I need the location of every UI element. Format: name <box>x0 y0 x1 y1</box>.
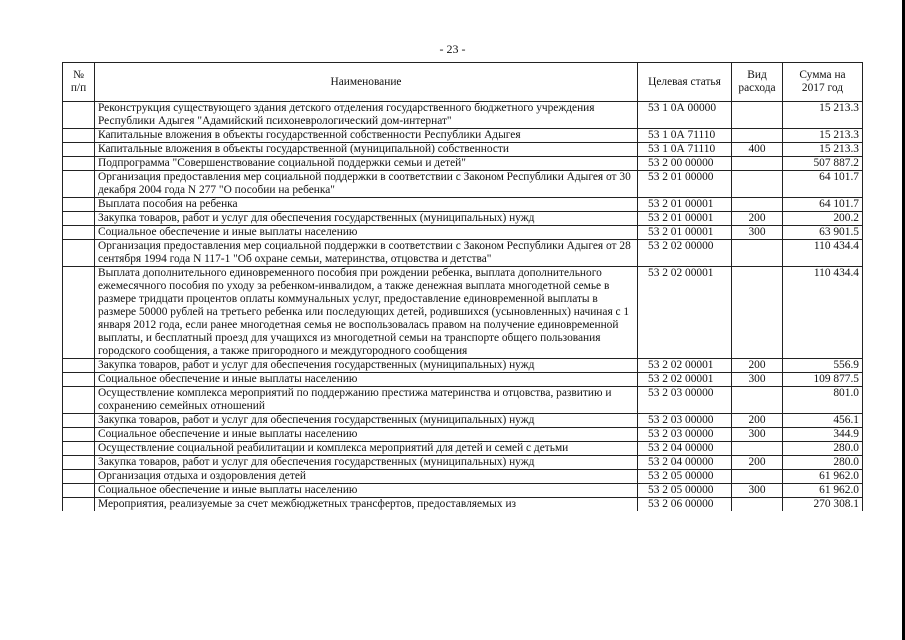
row-name-cell: Организация предоставления мер социальной поддержки в соответствии с Законом Республики Адыгея от 30 декабря 2004 года N 277 "О пособии на ребенка" <box>95 171 638 198</box>
row-expense-type-cell: 300 <box>732 484 783 498</box>
table-row <box>63 157 863 171</box>
row-name-cell: Социальное обеспечение и иные выплаты населению <box>95 373 638 387</box>
row-number-cell <box>63 359 95 373</box>
row-sum-cell: 15 213.3 <box>783 129 863 143</box>
table-row <box>63 428 863 442</box>
row-number-cell <box>63 240 95 267</box>
table-row <box>63 129 863 143</box>
row-name-cell: Закупка товаров, работ и услуг для обеспечения государственных (муниципальных) нужд <box>95 359 638 373</box>
header-target-article <box>638 63 732 102</box>
row-target-article-cell: 53 2 05 00000 <box>638 484 732 498</box>
row-expense-type-cell: 300 <box>732 373 783 387</box>
row-target-article-cell: 53 2 01 00000 <box>638 171 732 198</box>
row-expense-type-cell: 200 <box>732 414 783 428</box>
table-row <box>63 373 863 387</box>
table-header-row <box>63 63 863 102</box>
header-target-article-label: Целевая статья <box>648 75 721 88</box>
row-expense-type-cell <box>732 470 783 484</box>
row-sum-cell: 15 213.3 <box>783 102 863 129</box>
row-target-article-cell: 53 2 02 00000 <box>638 240 732 267</box>
header-sum-label: Сумма на 2017 год <box>799 69 846 94</box>
table-row <box>63 198 863 212</box>
row-sum-cell: 456.1 <box>783 414 863 428</box>
table-row <box>63 240 863 267</box>
row-sum-cell: 200.2 <box>783 212 863 226</box>
table-row <box>63 143 863 157</box>
row-number-cell <box>63 212 95 226</box>
row-number-cell <box>63 498 95 512</box>
row-sum-cell: 109 877.5 <box>783 373 863 387</box>
table-row <box>63 498 863 512</box>
row-expense-type-cell <box>732 387 783 414</box>
row-name-cell: Капитальные вложения в объекты государственной (муниципальной) собственности <box>95 143 638 157</box>
header-sum <box>783 63 863 102</box>
row-target-article-cell: 53 2 02 00001 <box>638 267 732 359</box>
row-target-article-cell: 53 2 03 00000 <box>638 414 732 428</box>
row-target-article-cell: 53 1 0А 00000 <box>638 102 732 129</box>
table-row <box>63 456 863 470</box>
row-target-article-cell: 53 2 01 00001 <box>638 226 732 240</box>
row-name-cell: Закупка товаров, работ и услуг для обеспечения государственных (муниципальных) нужд <box>95 414 638 428</box>
table-body <box>63 102 863 512</box>
row-name-cell: Социальное обеспечение и иные выплаты населению <box>95 484 638 498</box>
row-number-cell <box>63 198 95 212</box>
row-expense-type-cell <box>732 171 783 198</box>
row-name-cell: Закупка товаров, работ и услуг для обеспечения государственных (муниципальных) нужд <box>95 456 638 470</box>
row-expense-type-cell <box>732 442 783 456</box>
row-expense-type-cell: 300 <box>732 226 783 240</box>
row-sum-cell: 110 434.4 <box>783 267 863 359</box>
row-number-cell <box>63 157 95 171</box>
row-target-article-cell: 53 2 00 00000 <box>638 157 732 171</box>
row-target-article-cell: 53 1 0А 71110 <box>638 143 732 157</box>
row-number-cell <box>63 387 95 414</box>
row-target-article-cell: 53 2 01 00001 <box>638 212 732 226</box>
row-sum-cell: 556.9 <box>783 359 863 373</box>
row-name-cell: Осуществление комплекса мероприятий по поддержанию престижа материнства и отцовства, развитию и сохранению семейных отношений <box>95 387 638 414</box>
row-expense-type-cell <box>732 102 783 129</box>
table-row <box>63 359 863 373</box>
row-sum-cell: 280.0 <box>783 456 863 470</box>
row-name-cell: Реконструкция существующего здания детского отделения государственного бюджетного учреждения Республики Адыгея "Адамийский психоневрологический дом-интернат" <box>95 102 638 129</box>
row-name-cell: Подпрограмма "Совершенствование социальной поддержки семьи и детей" <box>95 157 638 171</box>
table-row <box>63 212 863 226</box>
row-name-cell: Закупка товаров, работ и услуг для обеспечения государственных (муниципальных) нужд <box>95 212 638 226</box>
row-target-article-cell: 53 2 03 00000 <box>638 428 732 442</box>
row-name-cell: Организация предоставления мер социальной поддержки в соответствии с Законом Республики Адыгея от 28 сентября 1994 года N 117-1 "Об охране семьи, материнства, отцовства и детства" <box>95 240 638 267</box>
row-name-cell: Организация отдыха и оздоровления детей <box>95 470 638 484</box>
row-sum-cell: 280.0 <box>783 442 863 456</box>
row-name-cell: Выплата дополнительного единовременного пособия при рождении ребенка, выплата дополнительного ежемесячного пособия по уходу за ребенком-инвалидом, а также денежная выплата многодетной семье в размере тридцати процентов оплаты коммунальных услуг, предоставление единовременной выплаты в размере 50000 рублей на третьего ребенка или последующих детей, родившихся (усыновленных) начиная с 1 января 2012 года, если ранее многодетная семья не воспользовалась правом на получение единовременной выплаты, и бесплатный проезд для учащихся из многодетной семьи на транспорте общего пользования городского сообщения, а также пригородного и междугородного сообщения <box>95 267 638 359</box>
table-row <box>63 470 863 484</box>
row-sum-cell: 63 901.5 <box>783 226 863 240</box>
row-target-article-cell: 53 2 06 00000 <box>638 498 732 512</box>
row-target-article-cell: 53 1 0А 71110 <box>638 129 732 143</box>
row-target-article-cell: 53 2 02 00001 <box>638 373 732 387</box>
row-target-article-cell: 53 2 02 00001 <box>638 359 732 373</box>
table-row <box>63 171 863 198</box>
row-sum-cell: 61 962.0 <box>783 470 863 484</box>
header-expense-type-label: Вид расхода <box>738 69 776 94</box>
row-sum-cell: 801.0 <box>783 387 863 414</box>
row-expense-type-cell: 200 <box>732 456 783 470</box>
header-number <box>63 63 95 102</box>
header-expense-type <box>732 63 783 102</box>
row-expense-type-cell <box>732 157 783 171</box>
row-sum-cell: 344.9 <box>783 428 863 442</box>
table-row <box>63 442 863 456</box>
budget-table <box>62 62 863 511</box>
row-sum-cell: 507 887.2 <box>783 157 863 171</box>
row-number-cell <box>63 414 95 428</box>
row-name-cell: Выплата пособия на ребенка <box>95 198 638 212</box>
row-target-article-cell: 53 2 04 00000 <box>638 456 732 470</box>
row-number-cell <box>63 442 95 456</box>
row-name-cell: Социальное обеспечение и иные выплаты населению <box>95 428 638 442</box>
page-number: - 23 - <box>439 42 466 56</box>
row-expense-type-cell <box>732 129 783 143</box>
row-sum-cell: 64 101.7 <box>783 171 863 198</box>
row-expense-type-cell <box>732 240 783 267</box>
row-name-cell: Осуществление социальной реабилитации и комплекса мероприятий для детей и семей с детьми <box>95 442 638 456</box>
row-number-cell <box>63 143 95 157</box>
row-number-cell <box>63 226 95 240</box>
row-expense-type-cell: 200 <box>732 212 783 226</box>
row-number-cell <box>63 470 95 484</box>
row-expense-type-cell: 200 <box>732 359 783 373</box>
row-number-cell <box>63 102 95 129</box>
row-sum-cell: 64 101.7 <box>783 198 863 212</box>
header-name-label: Наименование <box>330 75 402 88</box>
row-expense-type-cell: 300 <box>732 428 783 442</box>
table-row <box>63 484 863 498</box>
header-name <box>95 63 638 102</box>
row-sum-cell: 15 213.3 <box>783 143 863 157</box>
table-row <box>63 414 863 428</box>
table-row <box>63 387 863 414</box>
row-expense-type-cell <box>732 498 783 512</box>
row-target-article-cell: 53 2 05 00000 <box>638 470 732 484</box>
row-number-cell <box>63 484 95 498</box>
row-expense-type-cell <box>732 198 783 212</box>
row-number-cell <box>63 129 95 143</box>
row-number-cell <box>63 456 95 470</box>
row-number-cell <box>63 171 95 198</box>
table-row <box>63 226 863 240</box>
row-name-cell: Социальное обеспечение и иные выплаты населению <box>95 226 638 240</box>
row-target-article-cell: 53 2 01 00001 <box>638 198 732 212</box>
row-number-cell <box>63 373 95 387</box>
row-sum-cell: 270 308.1 <box>783 498 863 512</box>
row-number-cell <box>63 267 95 359</box>
table-row <box>63 102 863 129</box>
row-target-article-cell: 53 2 04 00000 <box>638 442 732 456</box>
row-expense-type-cell <box>732 267 783 359</box>
table-row <box>63 267 863 359</box>
row-number-cell <box>63 428 95 442</box>
header-number-label: № п/п <box>70 69 87 94</box>
row-target-article-cell: 53 2 03 00000 <box>638 387 732 414</box>
row-sum-cell: 110 434.4 <box>783 240 863 267</box>
row-name-cell: Капитальные вложения в объекты государственной собственности Республики Адыгея <box>95 129 638 143</box>
row-name-cell: Мероприятия, реализуемые за счет межбюджетных трансфертов, предоставляемых из <box>95 498 638 512</box>
row-expense-type-cell: 400 <box>732 143 783 157</box>
row-sum-cell: 61 962.0 <box>783 484 863 498</box>
